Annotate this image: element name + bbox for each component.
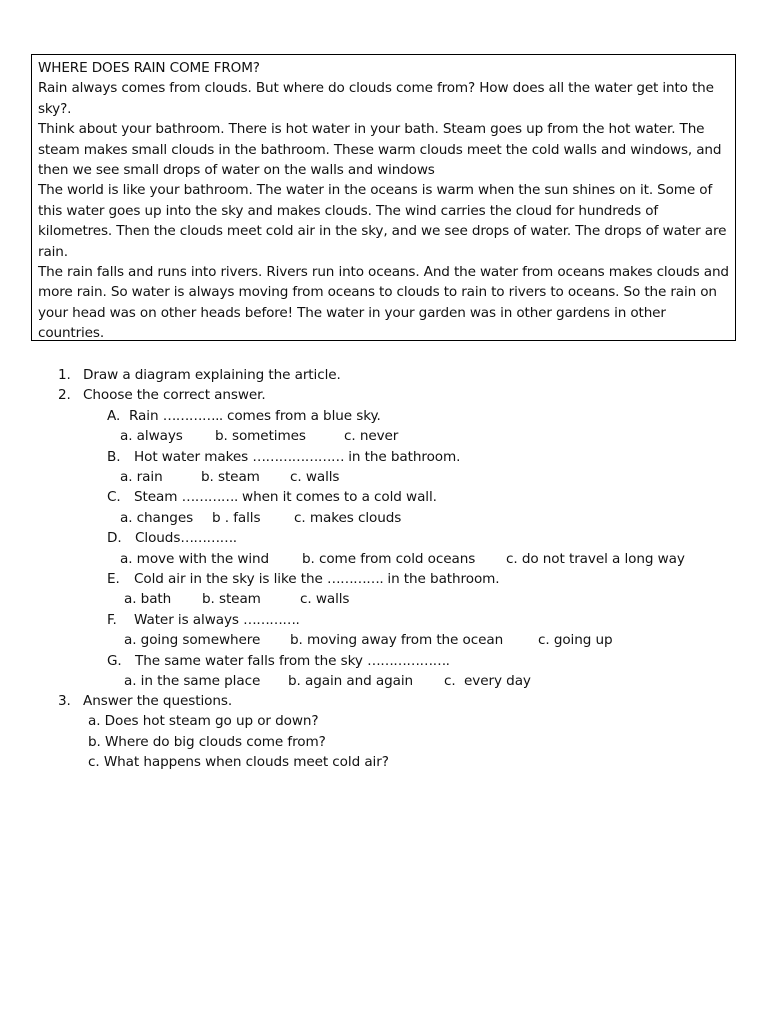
question-text: Steam …………. when it comes to a cold wall.	[134, 489, 437, 505]
option-c: c. never	[344, 428, 399, 444]
option-b: b. steam	[202, 591, 261, 607]
option-a: a. in the same place	[124, 673, 261, 689]
question-text: The same water falls from the sky ……………….	[135, 653, 450, 669]
option-c: c. walls	[300, 591, 350, 607]
option-b: b. sometimes	[215, 428, 306, 444]
answer-blank: ………….	[181, 489, 238, 505]
reading-passage-box	[31, 54, 736, 341]
option-b: b. steam	[201, 469, 260, 485]
task-number: 1.	[58, 367, 71, 383]
question-text: a. Does hot steam go up or down?	[88, 713, 319, 729]
passage-paragraph-4: The rain falls and runs into rivers. Rivers run into oceans. And the water from oceans makes clouds and more rain. So water is always moving from oceans to clouds to rain to rivers to oceans. So the rain on your head was on other heads before! The water in your garden was in other gardens in other countries.	[38, 264, 729, 342]
task-text: Choose the correct answer.	[83, 387, 266, 403]
option-b: b. come from cold oceans	[302, 551, 476, 567]
answer-blank: ………….	[326, 571, 384, 587]
option-a: a. bath	[124, 591, 172, 607]
question-letter: F.	[107, 612, 117, 628]
passage-title: WHERE DOES RAIN COME FROM?	[38, 60, 260, 76]
task-number: 2.	[58, 387, 71, 403]
question-text: Rain ………….. comes from a blue sky.	[129, 408, 381, 424]
question-letter: A.	[107, 408, 121, 424]
option-c: c. every day	[444, 673, 531, 689]
answer-blank: ………….	[180, 530, 237, 546]
passage-paragraph-3: The world is like your bathroom. The water in the oceans is warm when the sun shines on it. Some of this water goes up into the sky and makes clouds. The wind carries the cloud for hundreds of kilometres. Then the clouds meet cold air in the sky, and we see drops of water. The drops of water are rain.	[38, 182, 727, 260]
question-text: c. What happens when clouds meet cold air?	[88, 754, 389, 770]
passage-paragraph-1: Rain always comes from clouds. But where do clouds come from? How does all the water get into the sky?.	[38, 80, 714, 117]
option-c: c. walls	[290, 469, 340, 485]
option-b: b. moving away from the ocean	[290, 632, 504, 648]
question-text: Cold air in the sky is like the …………. in the bathroom.	[134, 571, 500, 587]
answer-blank: ………….	[243, 612, 300, 628]
answer-blank: …………..	[162, 408, 223, 424]
task-text: Answer the questions.	[83, 693, 233, 709]
question-letter: B.	[107, 449, 121, 465]
question-text: b. Where do big clouds come from?	[88, 734, 326, 750]
question-letter: D.	[107, 530, 122, 546]
option-b: b . falls	[212, 510, 261, 526]
question-letter: C.	[107, 489, 121, 505]
question-letter: G.	[107, 653, 122, 669]
option-c: c. going up	[538, 632, 613, 648]
question-text: Clouds………….	[135, 530, 237, 546]
option-a: a. move with the wind	[120, 551, 270, 567]
answer-blank: …………………	[252, 449, 345, 465]
answer-blank: ………………	[367, 653, 446, 669]
option-a: a. always	[120, 428, 183, 444]
option-a: a. rain	[120, 469, 163, 485]
option-c: c. do not travel a long way	[506, 551, 685, 567]
task-number: 3.	[58, 693, 71, 709]
option-a: a. changes	[120, 510, 194, 526]
question-text: Water is always ………….	[134, 612, 300, 628]
task-text: Draw a diagram explaining the article.	[83, 367, 341, 383]
option-a: a. going somewhere	[124, 632, 261, 648]
option-b: b. again and again	[288, 673, 414, 689]
passage-paragraph-2: Think about your bathroom. There is hot water in your bath. Steam goes up from the hot water. The steam makes small clouds in the bathroom. These warm clouds meet the cold walls and windows, and then we see small drops of water on the walls and windows	[38, 121, 722, 179]
option-c: c. makes clouds	[294, 510, 402, 526]
question-letter: E.	[107, 571, 120, 587]
question-text: Hot water makes ………………… in the bathroom.	[134, 449, 461, 465]
